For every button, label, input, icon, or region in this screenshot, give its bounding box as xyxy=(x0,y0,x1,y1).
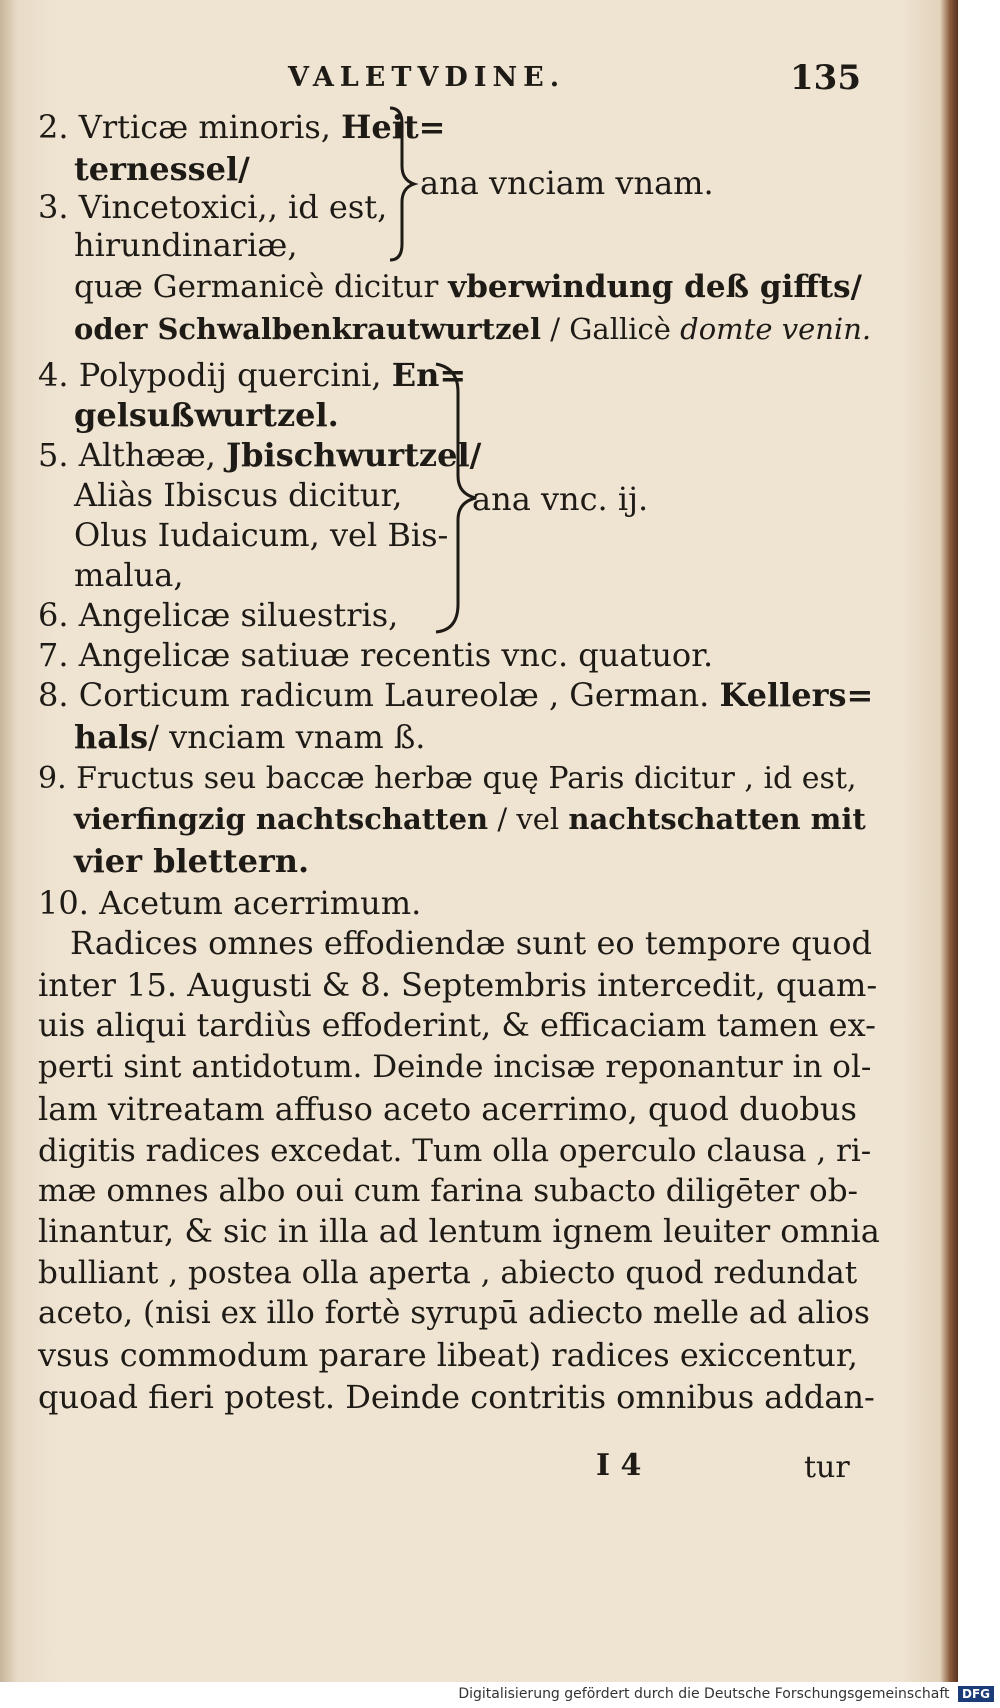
text-segment: vberwindung deß giffts/ xyxy=(448,269,862,305)
text-line xyxy=(74,556,184,594)
text-line xyxy=(74,226,298,264)
text-segment: Heit= xyxy=(341,108,446,146)
page-header xyxy=(0,58,958,108)
text-segment: 6. Angelicæ siluestris, xyxy=(38,596,399,634)
text-segment: uis aliqui tardiùs effoderint, & efficaciam tamen ex- xyxy=(38,1006,876,1044)
text-segment: quoad fieri potest. Deinde contritis omnibus addan- xyxy=(38,1378,875,1416)
text-line xyxy=(38,760,857,798)
text-segment: Olus Iudaicum, vel Bis- xyxy=(74,516,449,554)
text-segment: mæ omnes albo oui cum farina subacto diligēter ob- xyxy=(38,1173,859,1209)
text-line xyxy=(38,1048,871,1086)
text-segment: oder Schwalbenkrautwurtzel xyxy=(74,312,542,346)
dfg-logo: DFG xyxy=(958,1686,994,1702)
text-segment: gelsußwurtzel. xyxy=(74,396,339,434)
text-line xyxy=(38,1254,857,1292)
text-segment: lam vitreatam affuso aceto acerrimo, quod duobus xyxy=(38,1090,857,1128)
text-segment: vsus commodum parare libeat) radices exiccentur, xyxy=(38,1336,858,1374)
footer-credit xyxy=(0,1686,1000,1708)
text-segment: hals xyxy=(74,718,149,756)
signature-mark: I 4 xyxy=(596,1448,642,1483)
footer-credit-text: Digitalisierung gefördert durch die Deutsche Forschungsgemeinschaft xyxy=(458,1686,950,1702)
text-segment: vierfingzig nachtschatten xyxy=(74,802,489,836)
text-segment: 7. Angelicæ satiuæ recentis vnc. quatuor. xyxy=(38,636,714,674)
text-line xyxy=(38,1132,871,1170)
text-line xyxy=(38,1090,857,1128)
text-segment: hirundinariæ, xyxy=(74,226,298,264)
text-line xyxy=(38,966,877,1004)
text-segment: / Gallicè xyxy=(541,312,681,346)
text-line xyxy=(38,1378,875,1416)
text-segment: bulliant , postea olla aperta , abiecto quod redundat xyxy=(38,1255,858,1291)
text-segment: 2. Vrticæ minoris, xyxy=(38,108,342,146)
text-segment: vier blettern. xyxy=(74,842,310,880)
text-segment: quæ Germanicè dicitur xyxy=(74,269,449,305)
text-line xyxy=(38,1294,870,1332)
text-segment: nachtschatten mit xyxy=(568,802,866,836)
text-segment: 10. Acetum acerrimum. xyxy=(38,884,422,922)
text-segment: 4. Polypodij quercini, xyxy=(38,356,392,394)
text-segment: domte venin. xyxy=(680,312,872,346)
text-line xyxy=(38,436,481,474)
text-segment: 3. Vincetoxici,, id est, xyxy=(38,188,388,226)
text-line xyxy=(74,516,448,554)
brace-note-1: ana vnciam vnam. xyxy=(420,164,714,202)
text-line xyxy=(74,268,862,306)
text-line xyxy=(38,1172,858,1210)
running-head: VALETVDINE. xyxy=(288,62,566,93)
text-line xyxy=(74,718,425,756)
text-segment: 5. Althææ, xyxy=(38,436,227,474)
text-line xyxy=(74,800,866,838)
text-segment: Kellers= xyxy=(719,676,874,714)
text-line xyxy=(38,356,466,394)
text-line xyxy=(38,1336,858,1374)
text-segment: inter 15. Augusti & 8. Septembris intercedit, quam- xyxy=(38,966,878,1004)
text-segment: 8. Corticum radicum Laureolæ , German. xyxy=(38,676,720,714)
text-line xyxy=(38,676,873,714)
text-segment: Aliàs Ibiscus dicitur, xyxy=(74,476,403,514)
text-segment: malua, xyxy=(74,556,184,594)
text-segment: ternessel/ xyxy=(74,150,250,188)
text-segment: / vnciam vnam ß. xyxy=(148,718,426,756)
text-segment: / vel xyxy=(488,802,569,836)
text-line xyxy=(74,150,250,188)
text-line xyxy=(38,1006,876,1044)
text-line xyxy=(74,842,309,880)
text-segment: digitis radices excedat. Tum olla operculo clausa , ri- xyxy=(38,1133,872,1169)
text-segment: Radices omnes effodiendæ sunt eo tempore quod xyxy=(70,924,872,962)
catchword: tur xyxy=(804,1450,850,1485)
text-segment: En= xyxy=(391,356,467,394)
text-segment: 9. Fructus seu baccæ herbæ quę Paris dicitur , id est, xyxy=(38,761,857,796)
text-line xyxy=(38,636,713,674)
page-number: 135 xyxy=(790,58,861,98)
text-line xyxy=(70,924,872,962)
text-line xyxy=(38,1212,880,1250)
text-line xyxy=(74,476,402,514)
text-line xyxy=(74,396,339,434)
text-line xyxy=(38,188,387,226)
text-line xyxy=(38,596,398,634)
text-segment: Jbischwurtzel/ xyxy=(226,436,482,474)
text-line xyxy=(74,310,871,348)
text-line xyxy=(38,884,421,922)
brace-note-2: ana vnc. ij. xyxy=(472,480,649,518)
text-segment: perti sint antidotum. Deinde incisæ reponantur in ol- xyxy=(38,1049,872,1085)
text-segment: linantur, & sic in illa ad lentum ignem leuiter omnia xyxy=(38,1212,880,1250)
text-segment: aceto, (nisi ex illo fortè syrupū adiecto melle ad alios xyxy=(38,1295,870,1331)
